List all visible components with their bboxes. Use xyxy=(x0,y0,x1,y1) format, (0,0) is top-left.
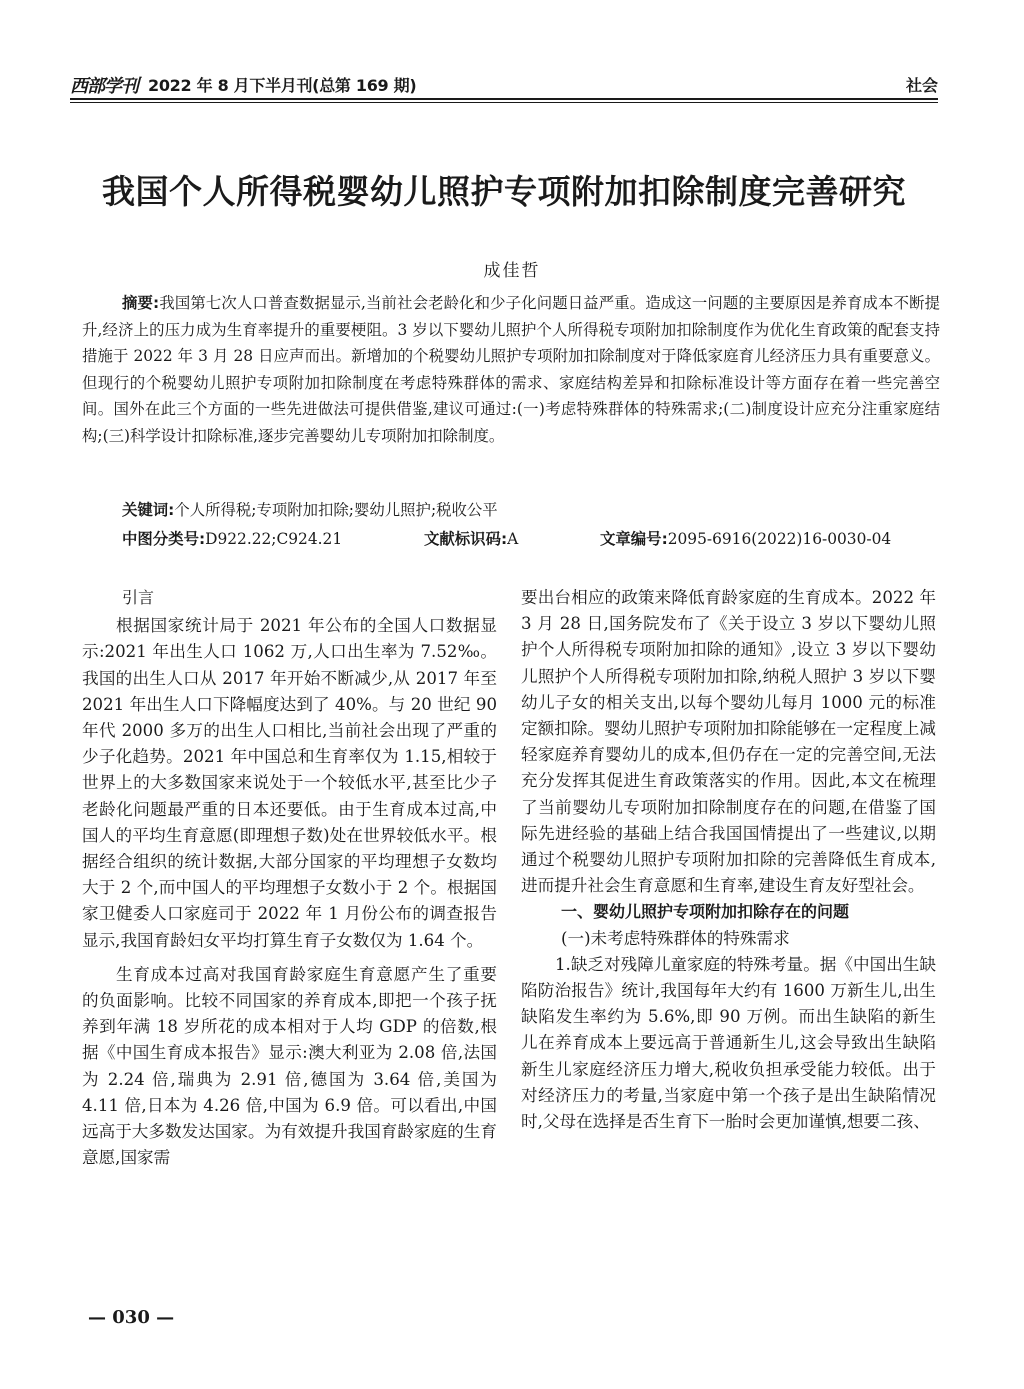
header-rule xyxy=(70,98,938,100)
section-name: 社会 xyxy=(905,76,938,95)
paper-title: 我国个人所得税婴幼儿照护专项附加扣除制度完善研究 xyxy=(102,172,906,211)
clc-value: D922.22;C924.21 xyxy=(205,530,343,548)
body-paragraph: 生育成本过高对我国育龄家庭生育意愿产生了重要的负面影响。比较不同国家的养育成本,即把一个孩子抚养到年满 18 岁所花的成本相对于人均 GDP 的倍数,根据《中国生育成本报告》显示:澳大利亚为 2.08 倍,法国为 2.24 倍,瑞典为 2.91 倍,德国为 3.64 倍,美国为 4.11 倍,日本为 4.26 倍,中国为 6.9 倍。可以看出,中国远高于大多数发达国家。为有效提升我国育龄家庭的生育意愿,国家需 xyxy=(82,964,497,1168)
keywords xyxy=(122,498,940,520)
author: 成佳哲 xyxy=(483,261,541,281)
body-paragraph: 要出台相应的政策来降低育龄家庭的生育成本。2022 年 3 月 28 日,国务院发布了《关于设立 3 岁以下婴幼儿照护个人所得税专项附加扣除的通知》,设立 3 岁以下婴幼儿照护个人所得税专项附加扣除,纳税人照护 3 岁以下婴幼儿子女的相关支出,以每个婴幼儿每月 1000 元的标准定额扣除。婴幼儿照护专项附加扣除能够在一定程度上减轻家庭养育婴幼儿的成本,但仍存在一定的完善空间,无法充分发挥其促进生育政策落实的作用。因此,本文在梳理了当前婴幼儿专项附加扣除制度存在的问题,在借鉴了国际先进经验的基础上结合我国国情提出了一些建议,以期通过个税婴幼儿照护专项附加扣除的完善降低生育成本,进而提升社会生育意愿和生育率,建设生育友好型社会。 xyxy=(521,588,936,896)
section-heading: 一、婴幼儿照护专项附加扣除存在的问题 xyxy=(561,902,850,922)
article-label: 文章编号: xyxy=(600,530,668,548)
article-number xyxy=(600,527,891,549)
doc-label: 文献标识码: xyxy=(424,530,508,548)
body-paragraph: 根据国家统计局于 2021 年公布的全国人口数据显示:2021 年出生人口 1062 万,人口出生率为 7.52‰。我国的出生人口从 2017 年开始不断减少,从 2017 年至 2021 年出生人口下降幅度达到了 40%。与 20 世纪 90 年代 2000 多万的出生人口相比,当前社会出现了严重的少子化趋势。2021 年中国总和生育率仅为 1.15,相较于世界上的大多数国家来说处于一个较低水平,甚至比少子老龄化问题最严重的日本还要低。由于生育成本过高,中国人的平均生育意愿(即理想子数)处在世界较低水平。根据经合组织的统计数据,大部分国家的平均理想子女数均大于 2 个,而中国人的平均理想子女数小于 2 个。根据国家卫健委人口家庭司于 2022 年 1 月份公布的调查报告显示,我国育龄妇女平均打算生育子女数仅为 1.64 个。 xyxy=(82,616,497,950)
body-column-right xyxy=(521,585,936,1135)
classification-row xyxy=(122,527,942,549)
clc-label: 中图分类号: xyxy=(122,530,206,548)
doc-value: A xyxy=(507,530,519,548)
header-rule-thin xyxy=(70,102,938,103)
document-code xyxy=(424,527,518,549)
journal-issue: 2022 年 8 月下半月刊(总第 169 期) xyxy=(148,76,417,95)
abstract xyxy=(82,290,940,449)
body-column-left xyxy=(82,585,497,1171)
keywords-text: 个人所得税;专项附加扣除;婴幼儿照护;税收公平 xyxy=(174,501,498,519)
journal-logo: 西部学刊 xyxy=(70,76,138,97)
subsection-heading: (一)未考虑特殊群体的特殊需求 xyxy=(561,928,790,948)
intro-heading: 引言 xyxy=(122,588,155,607)
running-header xyxy=(70,72,938,98)
abstract-label: 摘要: xyxy=(122,294,160,312)
page-number: — 030 — xyxy=(88,1307,175,1328)
abstract-text: 我国第七次人口普查数据显示,当前社会老龄化和少子化问题日益严重。造成这一问题的主要原因是养育成本不断提升,经济上的压力成为生育率提升的重要梗阻。3 岁以下婴幼儿照护个人所得税专项附加扣除制度作为优化生育政策的配套支持措施于 2022 年 3 月 28 日应声而出。新增加的个税婴幼儿照护专项附加扣除制度对于降低家庭育儿经济压力具有重要意义。但现行的个税婴幼儿照护专项附加扣除制度在考虑特殊群体的需求、家庭结构差异和扣除标准设计等方面存在着一些完善空间。国外在此三个方面的一些先进做法可提供借鉴,建议可通过:(一)考虑特殊群体的特殊需求;(二)制度设计应充分注重家庭结构;(三)科学设计扣除标准,逐步完善婴幼儿专项附加扣除制度。 xyxy=(82,294,940,445)
keywords-label: 关键词: xyxy=(122,501,175,519)
clc-code xyxy=(122,527,342,549)
body-paragraph: 1.缺乏对残障儿童家庭的特殊考量。据《中国出生缺陷防治报告》统计,我国每年大约有 1600 万新生儿,出生缺陷发生率约为 5.6%,即 90 万例。而出生缺陷的新生儿在养育成本上要远高于普通新生儿,这会导致出生缺陷新生儿家庭经济压力增大,税收负担承受能力较低。出于对经济压力的考量,当家庭中第一个孩子是出生缺陷情况时,父母在选择是否生育下一胎时会更加谨慎,想要二孩、 xyxy=(521,954,936,1132)
article-value: 2095-6916(2022)16-0030-04 xyxy=(667,530,892,548)
